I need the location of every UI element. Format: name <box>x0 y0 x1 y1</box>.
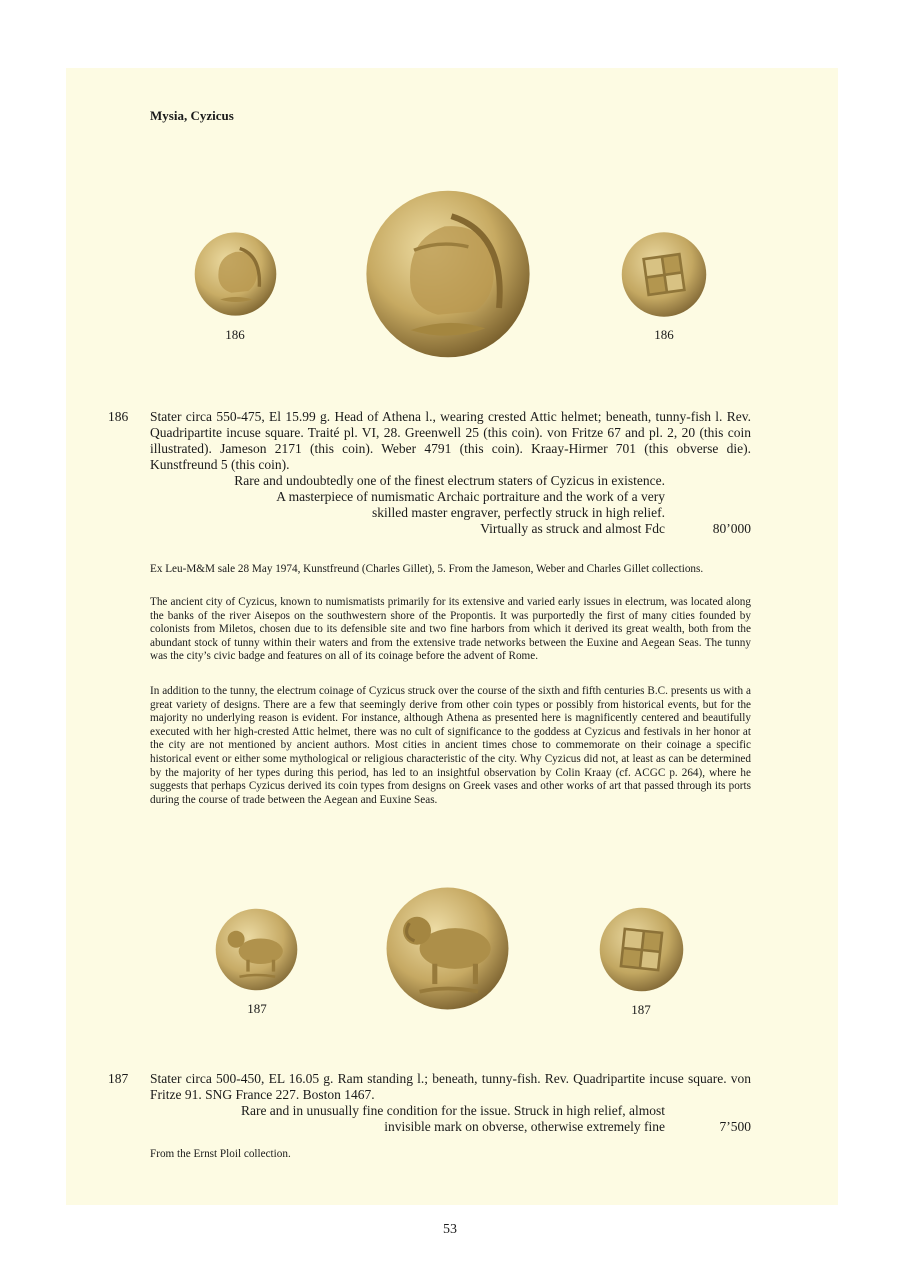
page-number: 53 <box>443 1222 457 1237</box>
ram-image-enlarged <box>384 883 511 1014</box>
section-heading: Mysia, Cyzicus <box>150 108 234 123</box>
athena-head-image-enlarged <box>363 183 533 365</box>
athena-head-image <box>193 229 278 319</box>
coin-label-186-right: 186 <box>654 327 674 342</box>
coin-label-187-left: 187 <box>247 1001 267 1016</box>
lot-186-commentary-1: The ancient city of Cyzicus, known to numismatists primarily for its extensive and varied early issues in electrum, was located along the banks of the river Aisepos on the southwestern shore of the Propontis. It was purportedly the first of many cities founded by colonists from Miletos, chosen due to its defensible site and two fine harbors from which it derived its great wealth, both from the abundant stock of tunny within their waters and from the extensive trade networks between the Euxine and Aegean Seas. The tunny was the city’s civic badge and features on all of its coinage before the advent of Rome. <box>150 596 751 663</box>
coin-label-187-right: 187 <box>631 1002 651 1017</box>
lot-186-remark-1: Rare and undoubtedly one of the finest electrum staters of Cyzicus in existence. <box>234 473 665 488</box>
incuse-square-image <box>620 229 708 320</box>
lot-186-estimate: 80’000 <box>712 521 751 536</box>
coin-186-obverse-small <box>193 229 278 319</box>
lot-number-186: 186 <box>108 409 129 424</box>
lot-number-187: 187 <box>108 1071 129 1086</box>
coin-186-obverse-large <box>363 183 533 365</box>
coin-187-obverse-small <box>214 906 299 993</box>
incuse-square-image <box>598 905 685 994</box>
lot-186-remark-3: skilled master engraver, perfectly struck in high relief. <box>372 505 665 520</box>
lot-187-remark-1: Rare and in unusually fine condition for the issue. Struck in high relief, almost <box>240 1103 665 1118</box>
lot-186-remark-2: A masterpiece of numismatic Archaic portraiture and the work of a very <box>276 489 665 504</box>
lot-186-commentary-2: In addition to the tunny, the electrum coinage of Cyzicus struck over the course of the sixth and fifth centuries B.C. presents us with a great variety of designs. There are a few that seemingly derive from other coin types or possibly from historical events, but for the majority no underlying reason is evident. For instance, although Athena as presented here is magnificently centered and beautifully executed with her high-crested Attic helmet, there was no cult of significance to the goddess at Cyzicus and festivals in her honor at the city are not mentioned by ancient authors. Most cities in ancient times chose to commemorate on their coinage a specific historical event or either some mythological or religious characteristic of the city. Why Cyzicus did not, at least as can be determined by the majority of her types during this period, has led to an insightful observation by Colin Kraay (cf. ACGC p. 264), where he suggests that perhaps Cyzicus derived its coin types from designs on Greek vases and other works of art that passed through its ports during the course of trade between the Aegean and Euxine Seas. <box>150 685 751 806</box>
lot-187-description: Stater circa 500-450, EL 16.05 g. Ram standing l.; beneath, tunny-fish. Rev. Quadripartite incuse square. von Fritze 91. SNG France 227. Boston 1467. <box>150 1071 751 1102</box>
lot-186-provenance: Ex Leu-M&M sale 28 May 1974, Kunstfreund (Charles Gillet), 5. From the Jameson, Weber and Charles Gillet collections. <box>150 563 704 575</box>
coin-186-reverse <box>620 229 708 320</box>
lot-187-grade: invisible mark on obverse, otherwise extremely fine <box>384 1119 665 1134</box>
coin-187-obverse-large <box>384 883 511 1014</box>
coin-187-reverse <box>598 905 685 994</box>
lot-187-estimate: 7’500 <box>719 1119 751 1134</box>
lot-187-provenance: From the Ernst Ploil collection. <box>150 1148 291 1160</box>
lot-186-description: Stater circa 550-475, El 15.99 g. Head of Athena l., wearing crested Attic helmet; beneath, tunny-fish l. Rev. Quadripartite incuse square. Traité pl. VI, 28. Greenwell 25 (this coin). von Fritze 67 and pl. 2, 20 (this coin illustrated). Jameson 2171 (this coin). Weber 4791 (this coin). Kraay-Hirmer 701 (this obverse die). Kunstfreund 5 (this coin). <box>150 409 751 472</box>
coin-label-186-left: 186 <box>225 327 245 342</box>
lot-186-grade: Virtually as struck and almost Fdc <box>480 521 665 536</box>
ram-image <box>214 906 299 993</box>
